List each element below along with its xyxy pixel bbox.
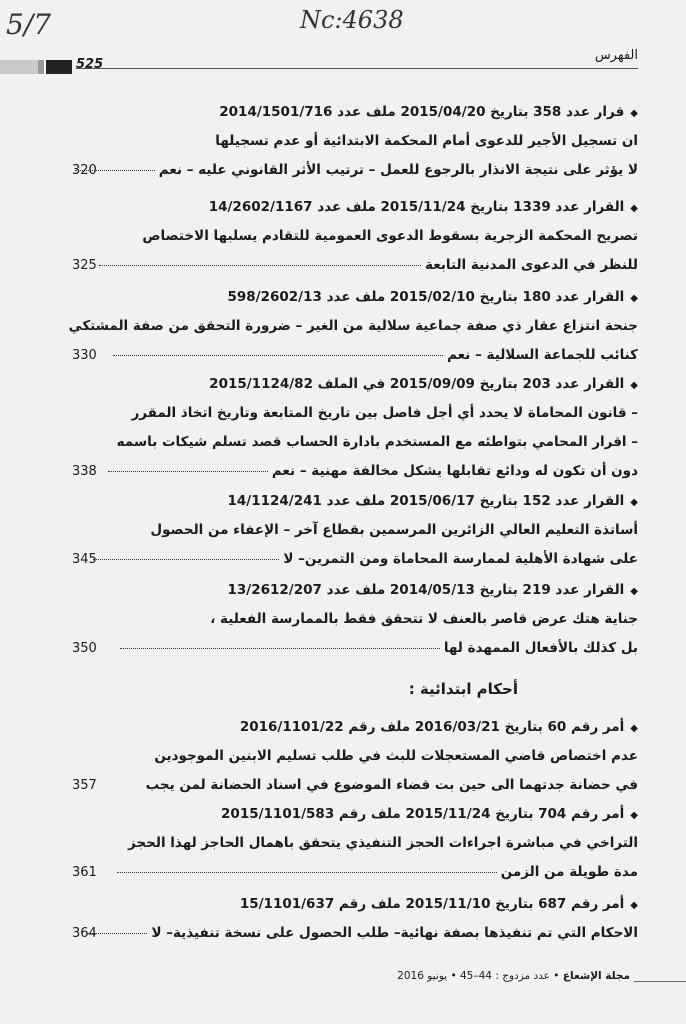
diamond-bullet-icon: ◆ bbox=[630, 586, 638, 597]
leader-dots bbox=[113, 355, 443, 356]
entry-text: جنحة انتزاع عقار ذي صفة جماعية سلالية من الغير – ضرورة التحقق من صفة المشتكي bbox=[68, 318, 638, 334]
entry-heading: القرار عدد 180 بتاريخ 2015/02/10 ملف عدد 598/2602/13 bbox=[227, 289, 625, 305]
entry-page: 345 bbox=[72, 552, 97, 567]
entry-heading: القرار عدد 152 بتاريخ 2015/06/17 ملف عدد 14/1124/241 bbox=[227, 493, 625, 509]
entry-text: – قانون المحاماة لا يحدد أي أجل فاصل بين تاريخ المتابعة وتاريخ اتخاذ المقرر bbox=[131, 405, 638, 421]
header-bar-dark bbox=[46, 60, 72, 74]
leader-dots bbox=[93, 559, 279, 560]
entry-text: عدم اختصاص قاضي المستعجلات للبث في طلب تسليم الابنين الموجودين bbox=[154, 748, 638, 764]
leader-dots bbox=[120, 648, 440, 649]
entry-text: التراخي في مباشرة اجراءات الحجز التنفيذي يتحقق باهمال الحاجز لهذا الحجز bbox=[128, 835, 638, 851]
diamond-bullet-icon: ◆ bbox=[630, 497, 638, 508]
index-entry bbox=[72, 576, 638, 663]
handwritten-mark-top: Nc:4638 bbox=[300, 6, 404, 34]
entry-text: مدة طويلة من الزمن bbox=[500, 864, 638, 880]
index-entry bbox=[72, 713, 638, 800]
entry-page: 357 bbox=[72, 778, 97, 793]
entry-page: 320 bbox=[72, 163, 97, 178]
entry-text: بل كذلك بالأفعال الممهدة لها bbox=[443, 640, 638, 656]
entry-text: جناية هتك عرض قاصر بالعنف لا تتحقق فقط بالممارسة الفعلية ، bbox=[210, 611, 638, 627]
entry-page: 350 bbox=[72, 641, 97, 656]
index-entry bbox=[72, 193, 638, 280]
diamond-bullet-icon: ◆ bbox=[630, 108, 638, 119]
entry-text: دون أن تكون له ودائع تقابلها يشكل مخالفة مهنية – نعم bbox=[271, 463, 638, 479]
index-entry bbox=[72, 890, 638, 948]
diamond-bullet-icon: ◆ bbox=[630, 293, 638, 304]
index-entry bbox=[72, 800, 638, 887]
diamond-bullet-icon: ◆ bbox=[630, 723, 638, 734]
diamond-bullet-icon: ◆ bbox=[630, 810, 638, 821]
entry-heading: القرار عدد 203 بتاريخ 2015/09/09 في الملف 2015/1124/82 bbox=[209, 376, 625, 392]
entry-heading: أمر رقم 60 بتاريخ 2016/03/21 ملف رقم 2016/1101/22 bbox=[239, 719, 625, 735]
entry-text: كنائب للجماعة السلالية – نعم bbox=[447, 347, 638, 363]
entry-heading: أمر رقم 687 بتاريخ 2015/11/10 ملف رقم 15/1101/637 bbox=[239, 896, 625, 912]
header-bar-mid bbox=[38, 60, 44, 74]
header-title: الفهرس bbox=[594, 48, 638, 63]
entry-text: ان تسجيل الأجير للدعوى أمام المحكمة الابتدائية أو عدم تسجيلها bbox=[215, 133, 638, 149]
header-bar-light bbox=[0, 60, 38, 74]
entry-page: 338 bbox=[72, 464, 97, 479]
index-entry bbox=[72, 487, 638, 574]
diamond-bullet-icon: ◆ bbox=[630, 380, 638, 391]
section-title: أحكام ابتدائية : bbox=[408, 680, 518, 698]
entry-text: لا يؤثر على نتيجة الانذار بالرجوع للعمل – ترتيب الأثر القانوني عليه – نعم bbox=[158, 162, 638, 178]
footer-separator-icon: • bbox=[450, 970, 457, 982]
footer bbox=[393, 970, 634, 982]
leader-dots bbox=[99, 265, 421, 266]
entry-text: – اقرار المحامي بتواطئه مع المستخدم بادارة الحساب قصد تسلم شيكات باسمه bbox=[116, 434, 638, 450]
entry-heading: قرار عدد 358 بتاريخ 2015/04/20 ملف عدد 2014/1501/716 bbox=[219, 104, 625, 120]
entry-page: 330 bbox=[72, 348, 97, 363]
diamond-bullet-icon: ◆ bbox=[630, 203, 638, 214]
index-entry bbox=[68, 283, 638, 370]
handwritten-mark-left: 5/7 bbox=[6, 8, 52, 41]
leader-dots bbox=[108, 471, 268, 472]
leader-dots bbox=[117, 872, 497, 873]
index-entry bbox=[72, 370, 638, 486]
footer-issue: عدد مزدوج : 44–45 bbox=[459, 970, 550, 982]
header-rule bbox=[76, 68, 638, 69]
entry-text: الاحكام التي تم تنفيذها بصفة نهائية– طلب الحصول على نسخة تنفيذية– لا bbox=[151, 925, 638, 941]
diamond-bullet-icon: ◆ bbox=[630, 900, 638, 911]
entry-text: في حضانة جدتهما الى حين بت قضاء الموضوع في اسناد الحضانة لمن يجب bbox=[145, 777, 638, 793]
entry-heading: القرار عدد 1339 بتاريخ 2015/11/24 ملف عدد 14/2602/1167 bbox=[208, 199, 625, 215]
page-number: 525 bbox=[76, 57, 104, 72]
index-entry bbox=[72, 98, 638, 185]
footer-journal: مجلة الإشعاع bbox=[562, 970, 630, 982]
entry-page: 364 bbox=[72, 926, 97, 941]
entry-page: 325 bbox=[72, 258, 97, 273]
entry-text: أساتذة التعليم العالي الزائرين المرسمين بقطاع آخر – الإعفاء من الحصول bbox=[150, 522, 638, 538]
entry-text: تصريح المحكمة الزجرية بسقوط الدعوى العمومية للتقادم يسلبها الاختصاص bbox=[142, 228, 638, 244]
footer-date: يونيو 2016 bbox=[397, 970, 448, 982]
entry-heading: القرار عدد 219 بتاريخ 2014/05/13 ملف عدد 13/2612/207 bbox=[227, 582, 625, 598]
footer-separator-icon: • bbox=[553, 970, 560, 982]
entry-text: للنظر في الدعوى المدنية التابعة bbox=[425, 257, 638, 273]
entry-page: 361 bbox=[72, 865, 97, 880]
entry-text: على شهادة الأهلية لممارسة المحاماة ومن التمرين– لا bbox=[283, 551, 638, 567]
entry-heading: أمر رقم 704 بتاريخ 2015/11/24 ملف رقم 2015/1101/583 bbox=[221, 806, 625, 822]
